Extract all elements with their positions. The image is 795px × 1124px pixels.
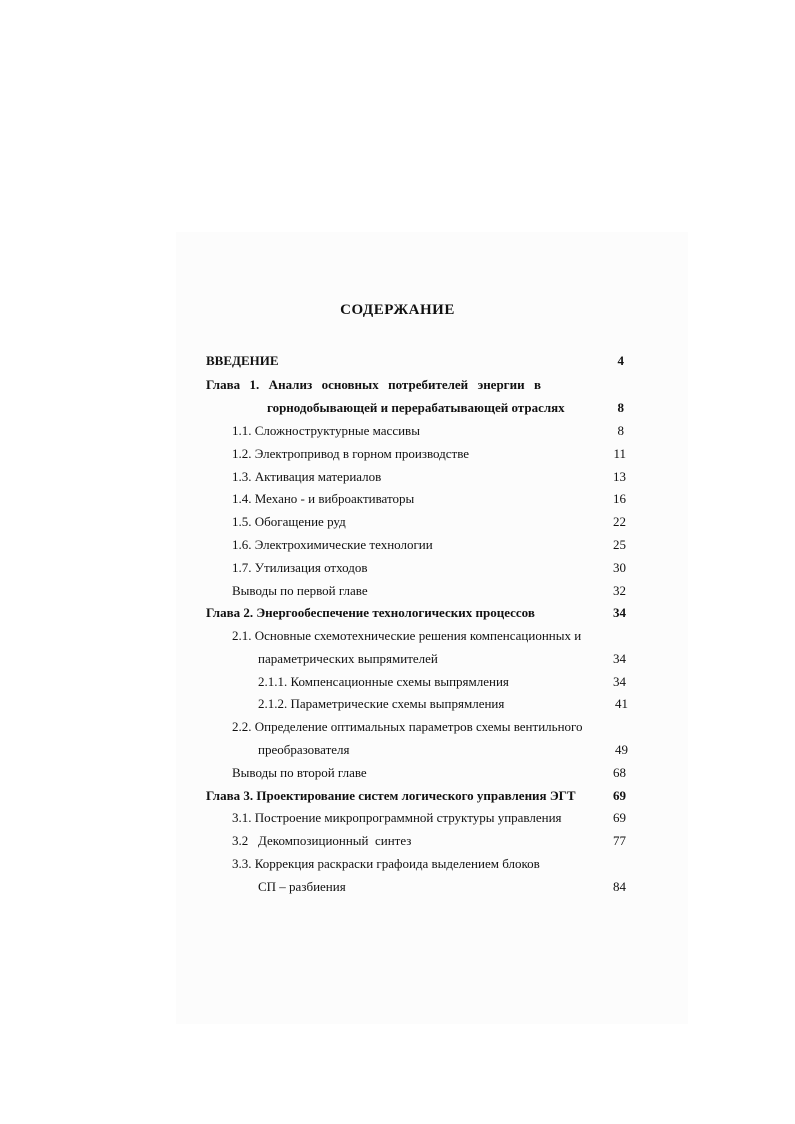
toc-entry-chapter-2: Глава 2. Энергообеспечение технологических процессов xyxy=(206,605,535,620)
toc-page-chapter-3: 69 xyxy=(613,788,626,803)
toc-page-1-1: 8 xyxy=(617,423,624,438)
toc-entry-2-1-cont: параметрических выпрямителей xyxy=(258,651,438,666)
toc-entry-2-1-1: 2.1.1. Компенсационные схемы выпрямления xyxy=(258,674,509,689)
toc-page-3-1: 69 xyxy=(613,810,626,825)
toc-page-2-1-1: 34 xyxy=(613,674,626,689)
toc-entry-chapter-1: Глава 1. Анализ основных потребителей энергии в xyxy=(206,377,541,392)
toc-entry-1-7: 1.7. Утилизация отходов xyxy=(232,560,368,575)
toc-entry-1-2: 1.2. Электропривод в горном производстве xyxy=(232,446,470,461)
toc-entry-chapter-3: Глава 3. Проектирование систем логического управления ЭГТ xyxy=(206,788,576,803)
toc-page-conclusions-2: 68 xyxy=(613,765,626,780)
toc-page-conclusions-1: 32 xyxy=(613,583,626,598)
toc-entry-3-1: 3.1. Построение микропрограммной структуры управления xyxy=(232,810,562,825)
toc-page-1-2: 11 xyxy=(613,446,626,461)
toc-page-2-2: 49 xyxy=(615,742,628,757)
toc-entry-2-2-cont: преобразователя xyxy=(258,742,350,757)
toc-entry-1-3: 1.3. Активация материалов xyxy=(232,469,382,484)
toc-page-intro: 4 xyxy=(617,353,624,368)
toc-entry-1-6: 1.6. Электрохимические технологии xyxy=(232,537,433,552)
toc-entry-2-2: 2.2. Определение оптимальных параметров схемы вентильного xyxy=(232,719,583,734)
toc-entry-2-1-2: 2.1.2. Параметрические схемы выпрямления xyxy=(258,696,505,711)
toc-page-2-1-2: 41 xyxy=(615,696,628,711)
toc-page-1-3: 13 xyxy=(613,469,626,484)
toc-entry-conclusions-1: Выводы по первой главе xyxy=(232,583,368,598)
toc-entry-intro: ВВЕДЕНИЕ xyxy=(206,353,279,368)
toc-entry-1-4: 1.4. Механо - и виброактиваторы xyxy=(232,491,415,506)
toc-entry-3-3: 3.3. Коррекция раскраски графоида выделением блоков xyxy=(232,856,540,871)
toc-entry-1-5: 1.5. Обогащение руд xyxy=(232,514,346,529)
toc-page-3-2: 77 xyxy=(613,833,626,848)
toc-page-1-6: 25 xyxy=(613,537,626,552)
toc-page-chapter-1: 8 xyxy=(617,400,624,415)
toc-entry-1-1: 1.1. Сложноструктурные массивы xyxy=(232,423,420,438)
toc-page-chapter-2: 34 xyxy=(613,605,626,620)
toc-entry-3-2: 3.2 Декомпозиционный синтез xyxy=(232,833,412,848)
toc-entry-3-3-cont: СП – разбиения xyxy=(258,879,346,894)
toc-entry-chapter-1-cont: горнодобывающей и перерабатывающей отраслях xyxy=(267,400,565,415)
toc-page-1-5: 22 xyxy=(613,514,626,529)
toc-page-1-4: 16 xyxy=(613,491,626,506)
toc-page-1-7: 30 xyxy=(613,560,626,575)
toc-entry-2-1: 2.1. Основные схемотехнические решения компенсационных и xyxy=(232,628,582,643)
page-title: СОДЕРЖАНИЕ xyxy=(340,302,455,318)
toc-page-2-1: 34 xyxy=(613,651,626,666)
toc-page-3-3: 84 xyxy=(613,879,626,894)
toc-entry-conclusions-2: Выводы по второй главе xyxy=(232,765,367,780)
